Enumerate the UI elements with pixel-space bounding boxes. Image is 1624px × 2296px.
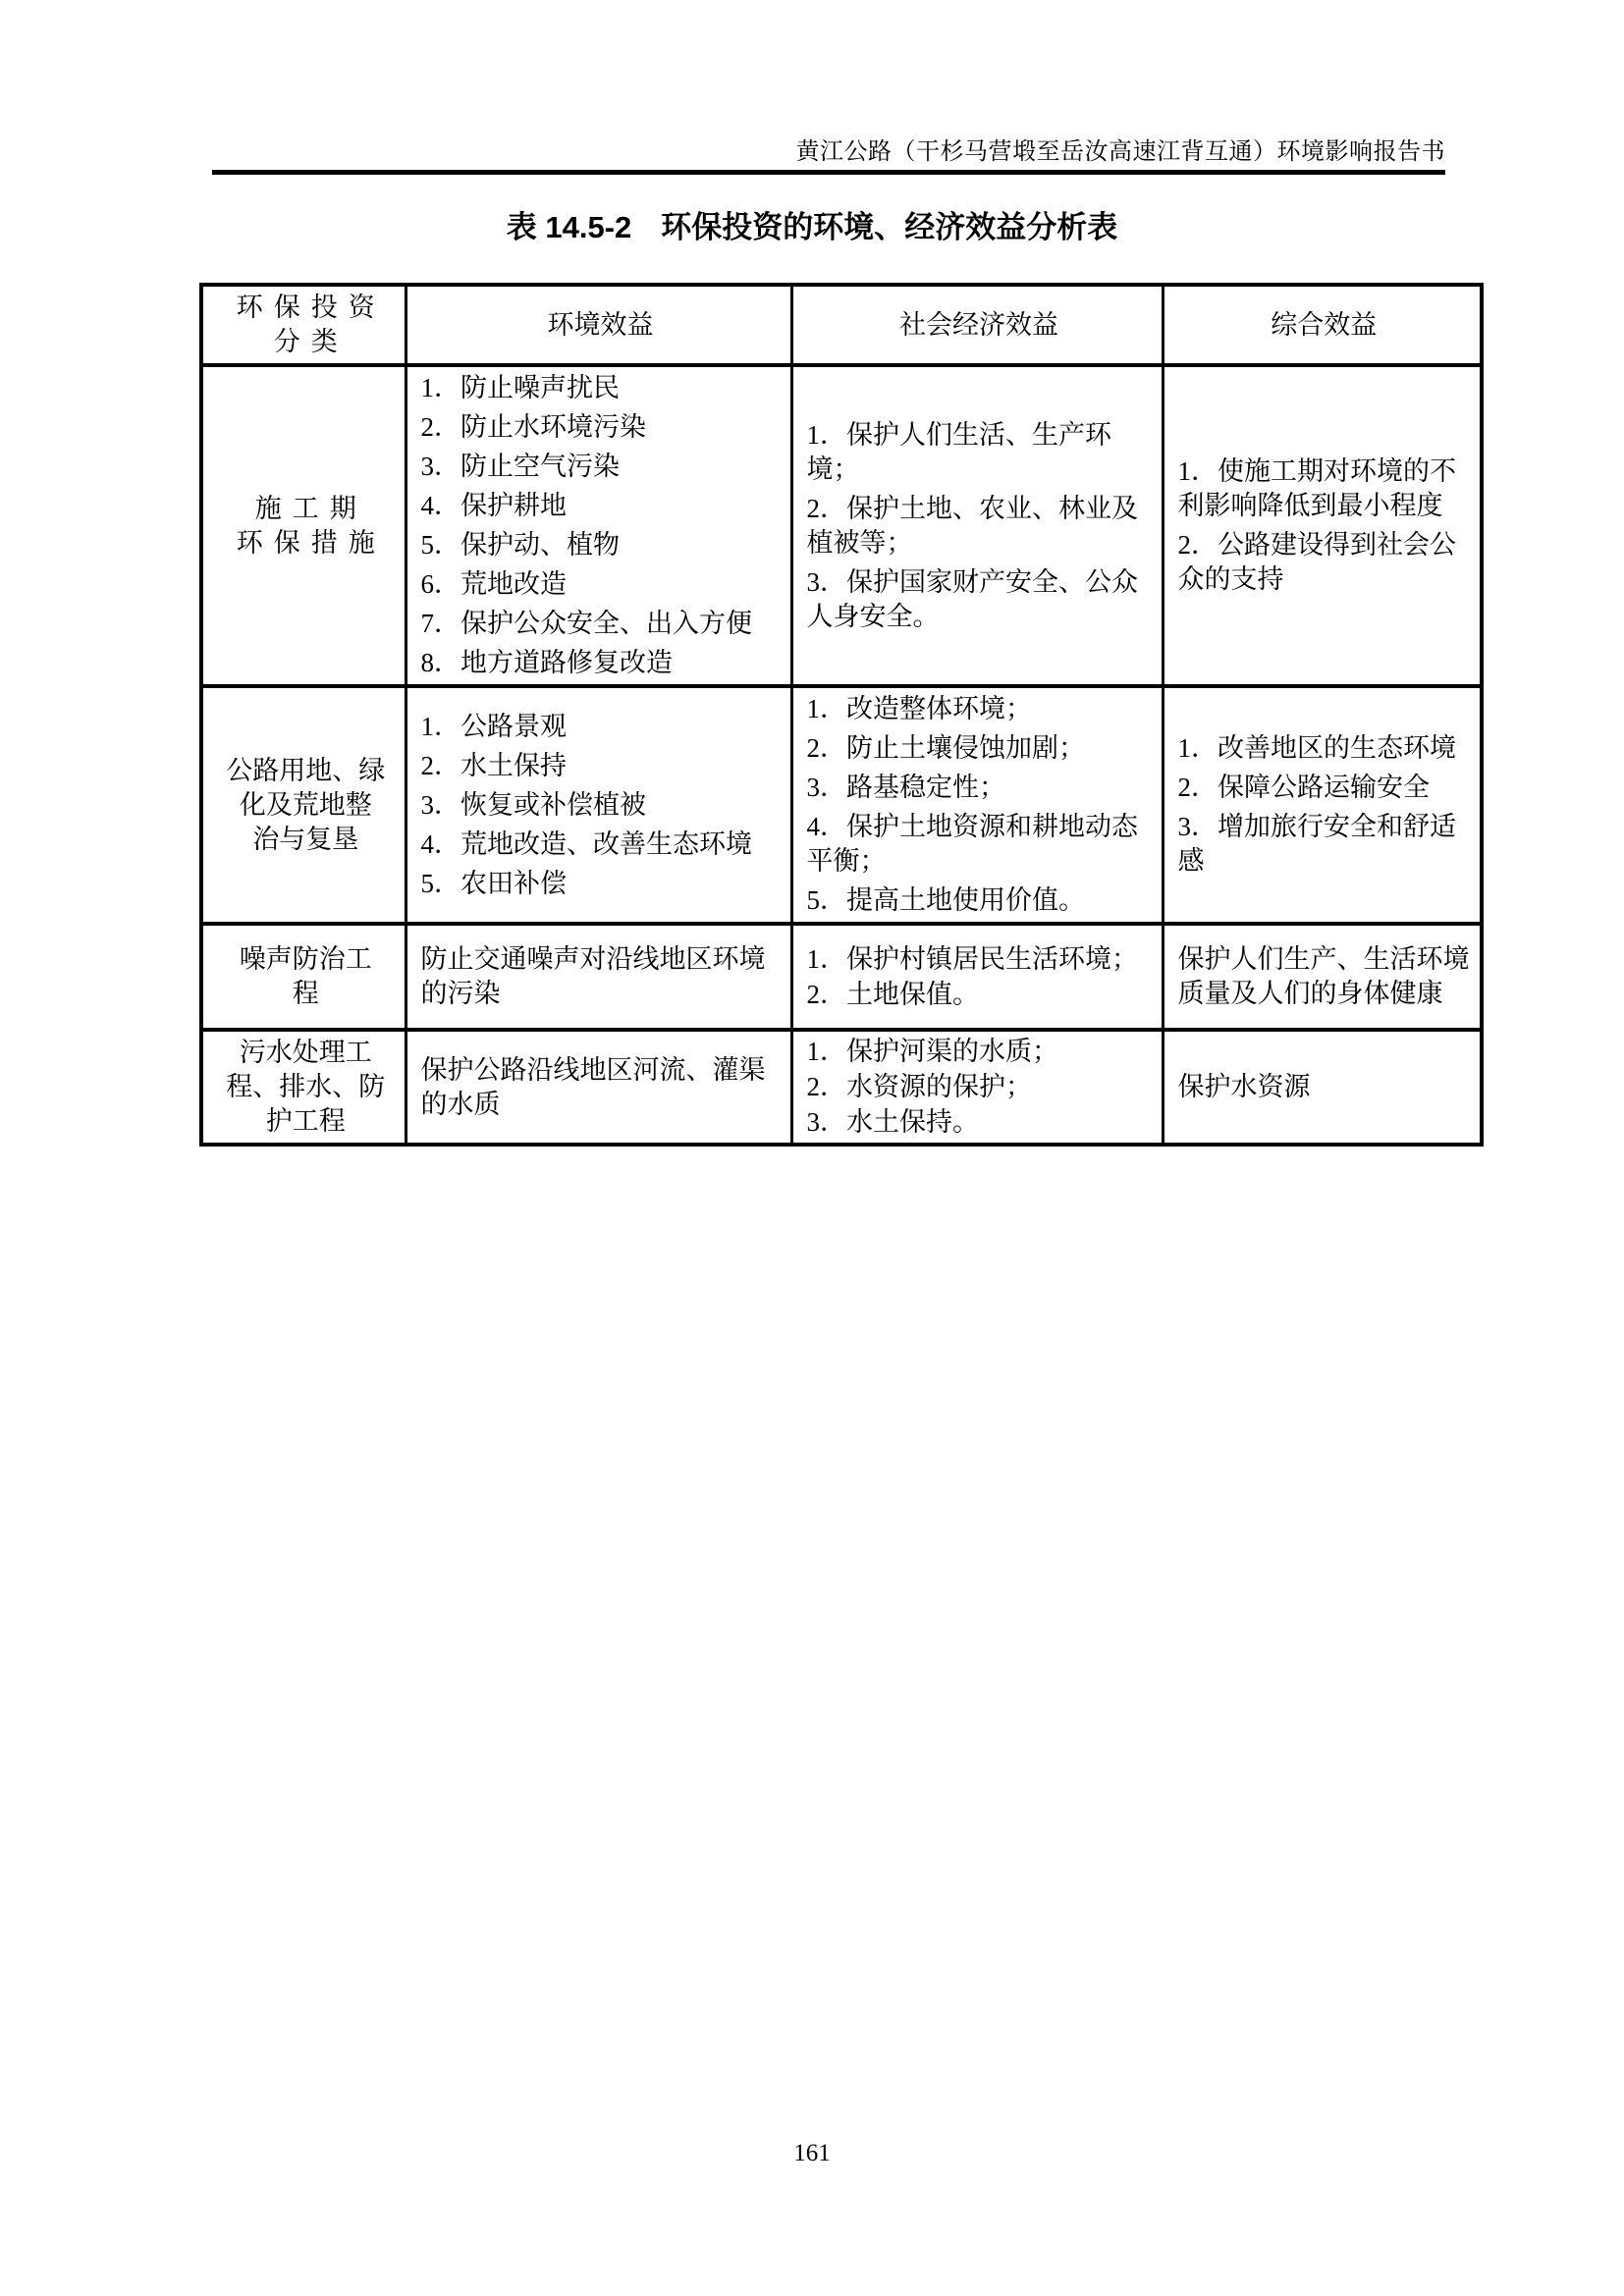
cell-text-line: 5．保护动、植物 xyxy=(420,530,620,560)
cell-text-line: 施工期 xyxy=(254,493,367,523)
benefits-analysis-table xyxy=(199,283,1484,1147)
cell-text-line: 5．农田补偿 xyxy=(420,868,567,898)
table-row-construction-period xyxy=(201,365,1482,686)
cell-comprehensive-benefit xyxy=(1163,924,1482,1030)
cell-environmental-benefit xyxy=(406,686,791,924)
header-cell-category xyxy=(201,285,406,365)
cell-text-line: 4．保护耕地 xyxy=(420,491,567,520)
cell-text-line: 3．路基稳定性； xyxy=(806,773,1005,802)
cell-text-line: 防止交通噪声对沿线地区环境的污染 xyxy=(420,944,766,1008)
cell-text-line: 2．水资源的保护； xyxy=(806,1072,1032,1101)
cell-text-line: 1．保护村镇居民生活环境； xyxy=(806,943,1138,974)
table-row-land-greening-reclamation xyxy=(201,686,1482,924)
cell-text-line: 3．防止空气污染 xyxy=(420,452,620,481)
cell-text-line: 1．改造整体环境； xyxy=(806,694,1032,723)
cell-text-line: 1．保护河渠的水质； xyxy=(806,1037,1058,1066)
cell-text-line: 保护水资源 xyxy=(1177,1072,1311,1101)
cell-text-line: 3．恢复或补偿植被 xyxy=(420,789,646,820)
cell-text-line: 6．荒地改造 xyxy=(420,569,567,599)
cell-text-line: 保护公路沿线地区河流、灌渠的水质 xyxy=(420,1054,766,1119)
benefits-table-wrapper xyxy=(199,283,1480,1147)
report-running-header: 黄江公路（干杉马营塅至岳汝高速江背互通）环境影响报告书 xyxy=(795,139,1445,165)
cell-text-line: 保护人们生产、生活环境质量及人们的身体健康 xyxy=(1177,944,1470,1008)
cell-text-line: 治与复垦 xyxy=(252,824,359,854)
cell-social-economic-benefit xyxy=(791,1030,1163,1145)
cell-text-line: 2．公路建设得到社会公众的支持 xyxy=(1177,530,1456,594)
cell-text-line: 3．水土保持。 xyxy=(806,1107,979,1137)
table-row-sewage-drainage-protection xyxy=(201,1030,1482,1145)
cell-text-line: 8．地方道路修复改造 xyxy=(420,648,673,677)
cell-comprehensive-benefit xyxy=(1163,1030,1482,1145)
cell-social-economic-benefit xyxy=(791,924,1163,1030)
cell-text-line: 5．提高土地使用价值。 xyxy=(806,885,1085,915)
cell-category xyxy=(201,686,406,924)
header-rule xyxy=(212,170,1445,175)
cell-category xyxy=(201,924,406,1030)
table-caption xyxy=(172,202,1452,246)
cell-text-line: 程 xyxy=(292,979,319,1008)
table-row-noise-control xyxy=(201,924,1482,1030)
cell-social-economic-benefit xyxy=(791,365,1163,686)
cell-text-line: 公路用地、绿 xyxy=(226,755,386,785)
table-name: 环保投资的环境、经济效益分析表 xyxy=(661,210,1118,244)
table-number-label: 表 14.5-2 xyxy=(506,210,632,244)
cell-environmental-benefit xyxy=(406,1030,791,1145)
cell-text-line: 2．保障公路运输安全 xyxy=(1177,773,1430,802)
cell-comprehensive-benefit xyxy=(1163,686,1482,924)
cell-text-line: 2．土地保值。 xyxy=(806,979,979,1009)
cell-text-line: 2．防止水环境污染 xyxy=(420,412,646,442)
header-cell-comprehensive-benefit: 综合效益 xyxy=(1163,285,1482,365)
header-cell-social-economic-benefit: 社会经济效益 xyxy=(791,285,1163,365)
cell-text-line: 噪声防治工 xyxy=(239,944,372,974)
cell-category xyxy=(201,1030,406,1145)
cell-text-line: 7．保护公众安全、出入方便 xyxy=(420,609,752,638)
cell-category xyxy=(201,365,406,686)
cell-text-line: 1．公路景观 xyxy=(420,711,567,741)
cell-text-line: 分类 xyxy=(273,327,349,356)
cell-text-line: 护工程 xyxy=(265,1106,346,1136)
cell-text-line: 4．保护土地资源和耕地动态平衡； xyxy=(806,812,1138,876)
cell-comprehensive-benefit xyxy=(1163,365,1482,686)
cell-text-line: 污水处理工 xyxy=(239,1038,372,1067)
cell-text-line: 环保投资 xyxy=(236,293,386,322)
cell-text-line: 1．保护人们生活、生产环境； xyxy=(806,419,1111,484)
cell-text-line: 化及荒地整 xyxy=(239,789,372,820)
page-number: 161 xyxy=(793,2140,831,2166)
cell-text-line: 2．水土保持 xyxy=(420,750,567,780)
cell-text-line: 程、排水、防 xyxy=(226,1072,386,1101)
cell-text-line: 1．防止噪声扰民 xyxy=(420,373,620,402)
cell-text-line: 1．改善地区的生态环境 xyxy=(1177,733,1456,763)
cell-text-line: 环保措施 xyxy=(236,527,386,558)
cell-text-line: 3．保护国家财产安全、公众人身安全。 xyxy=(806,566,1138,631)
table-header-row xyxy=(201,285,1482,365)
header-cell-environmental-benefit: 环境效益 xyxy=(406,285,791,365)
cell-text-line: 2．保护土地、农业、林业及植被等； xyxy=(806,493,1138,558)
cell-environmental-benefit xyxy=(406,924,791,1030)
cell-environmental-benefit xyxy=(406,365,791,686)
cell-text-line: 3．增加旅行安全和舒适感 xyxy=(1177,812,1456,876)
cell-text-line: 1．使施工期对环境的不利影响降低到最小程度 xyxy=(1177,456,1456,520)
cell-text-line: 4．荒地改造、改善生态环境 xyxy=(420,828,752,859)
cell-social-economic-benefit xyxy=(791,686,1163,924)
cell-text-line: 2．防止土壤侵蚀加剧； xyxy=(806,733,1085,763)
